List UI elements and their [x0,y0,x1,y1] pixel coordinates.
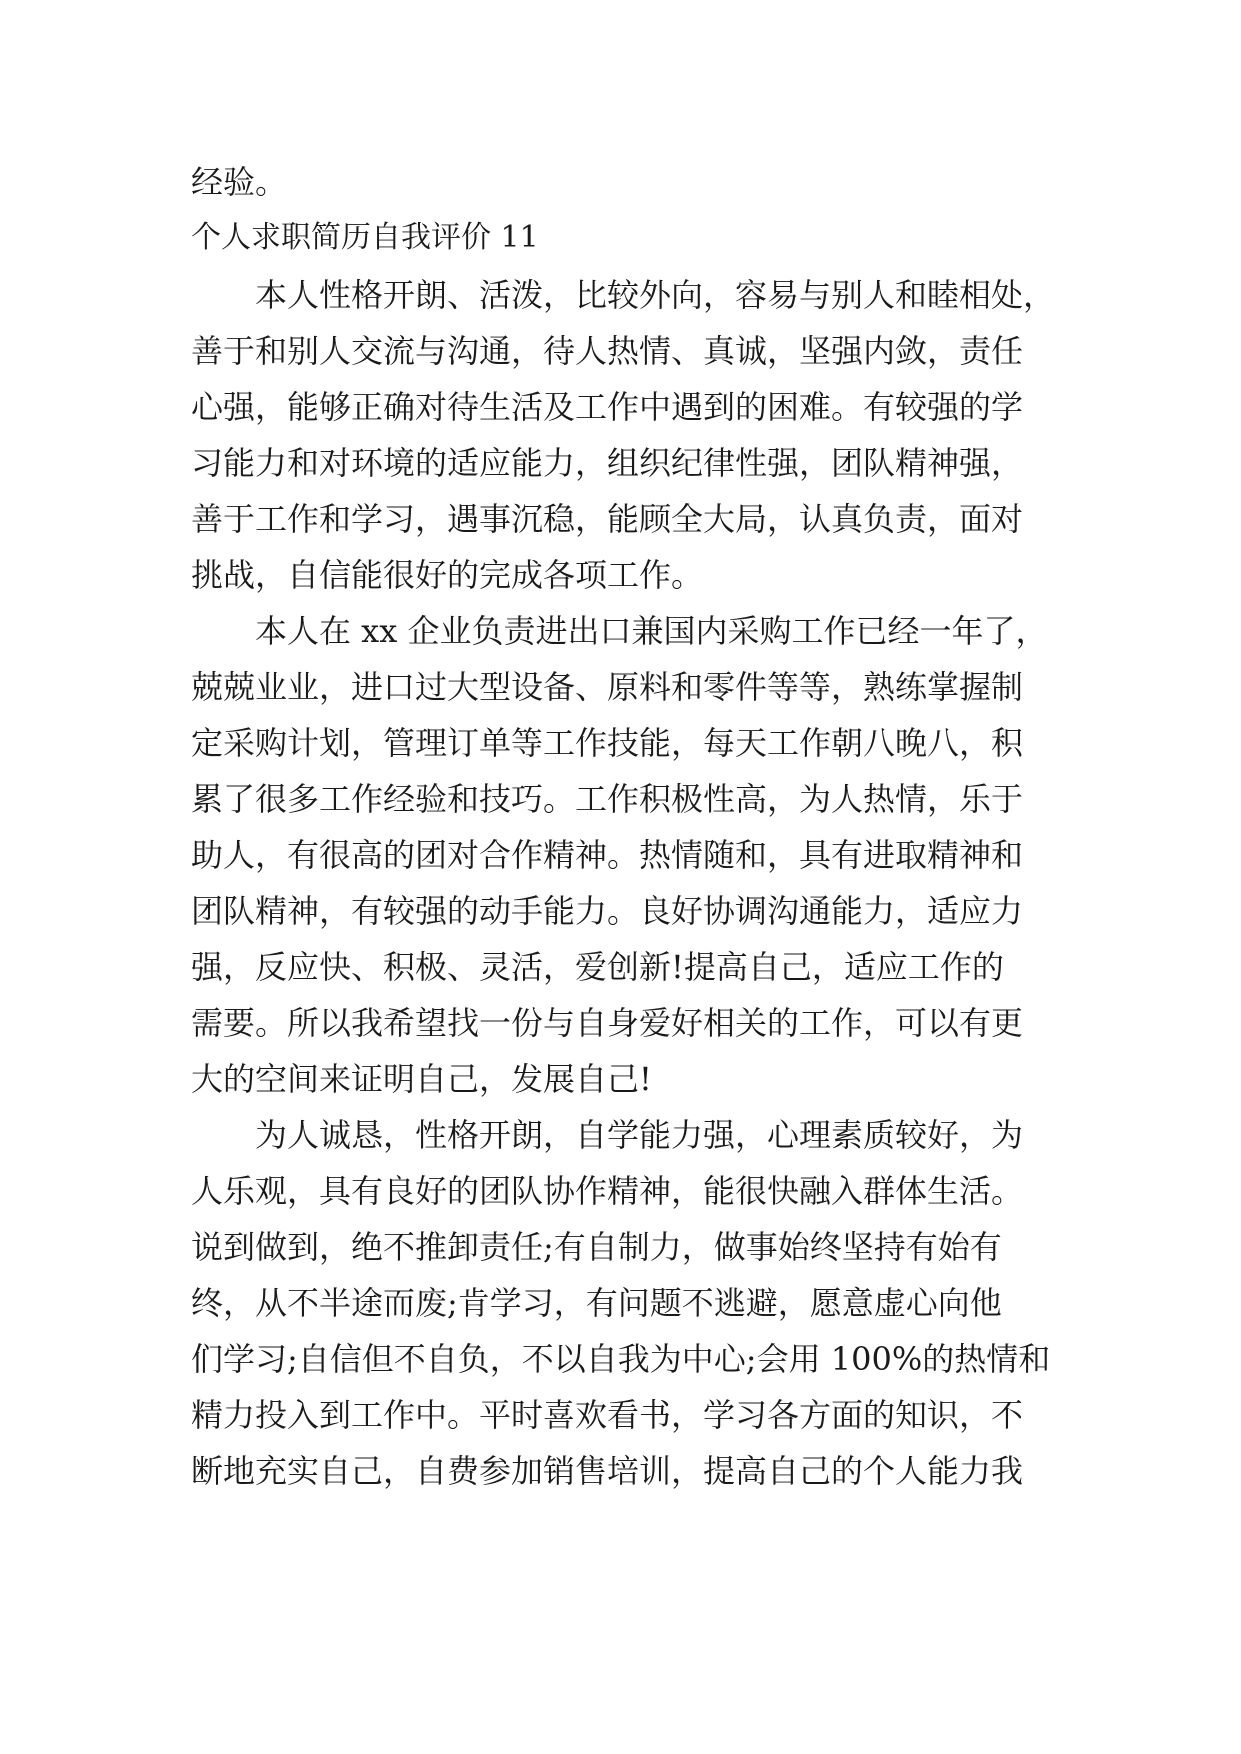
paragraph-line: 需要。所以我希望找一份与自身爱好相关的工作，可以有更 [191,1004,1024,1042]
paragraph-line: 累了很多工作经验和技巧。工作积极性高，为人热情，乐于 [191,780,1024,818]
paragraph-line: 强，反应快、积极、灵活，爱创新!提高自己，适应工作的 [191,948,1004,986]
paragraph-line: 本人在 xx 企业负责进出口兼国内采购工作已经一年了， [255,612,1048,650]
paragraph-line: 团队精神，有较强的动手能力。良好协调沟通能力，适应力 [191,892,1024,930]
paragraph-line: 习能力和对环境的适应能力，组织纪律性强，团队精神强， [191,444,1024,482]
paragraph-line: 断地充实自己，自费参加销售培训，提高自己的个人能力我 [191,1452,1024,1490]
paragraph-line: 挑战，自信能很好的完成各项工作。 [191,556,704,594]
paragraph-line: 们学习;自信但不自负，不以自我为中心;会用 100%的热情和 [191,1340,1051,1378]
paragraph-line: 兢兢业业，进口过大型设备、原料和零件等等，熟练掌握制 [191,668,1024,706]
paragraph-line: 本人性格开朗、活泼，比较外向，容易与别人和睦相处， [255,276,1056,314]
paragraph-line: 终，从不半途而废;肯学习，有问题不逃避，愿意虚心向他 [191,1284,1002,1322]
paragraph-line: 说到做到，绝不推卸责任;有自制力，做事始终坚持有始有 [191,1228,1002,1266]
paragraph-line: 定采购计划，管理订单等工作技能，每天工作朝八晚八，积 [191,724,1024,762]
paragraph-line: 善于工作和学习，遇事沉稳，能顾全大局，认真负责，面对 [191,500,1024,538]
paragraph-line: 为人诚恳，性格开朗，自学能力强，心理素质较好，为 [255,1116,1024,1154]
section-heading: 个人求职简历自我评价 11 [191,220,539,255]
paragraph-line: 大的空间来证明自己，发展自己! [191,1060,652,1098]
paragraph-line: 善于和别人交流与沟通，待人热情、真诚，坚强内敛，责任 [191,332,1024,370]
paragraph-line: 心强，能够正确对待生活及工作中遇到的困难。有较强的学 [191,388,1024,426]
paragraph-line: 助人，有很高的团对合作精神。热情随和，具有进取精神和 [191,836,1024,874]
text-line: 经验。 [191,163,288,201]
paragraph-line: 人乐观，具有良好的团队协作精神，能很快融入群体生活。 [191,1172,1024,1210]
paragraph-line: 精力投入到工作中。平时喜欢看书，学习各方面的知识，不 [191,1396,1024,1434]
